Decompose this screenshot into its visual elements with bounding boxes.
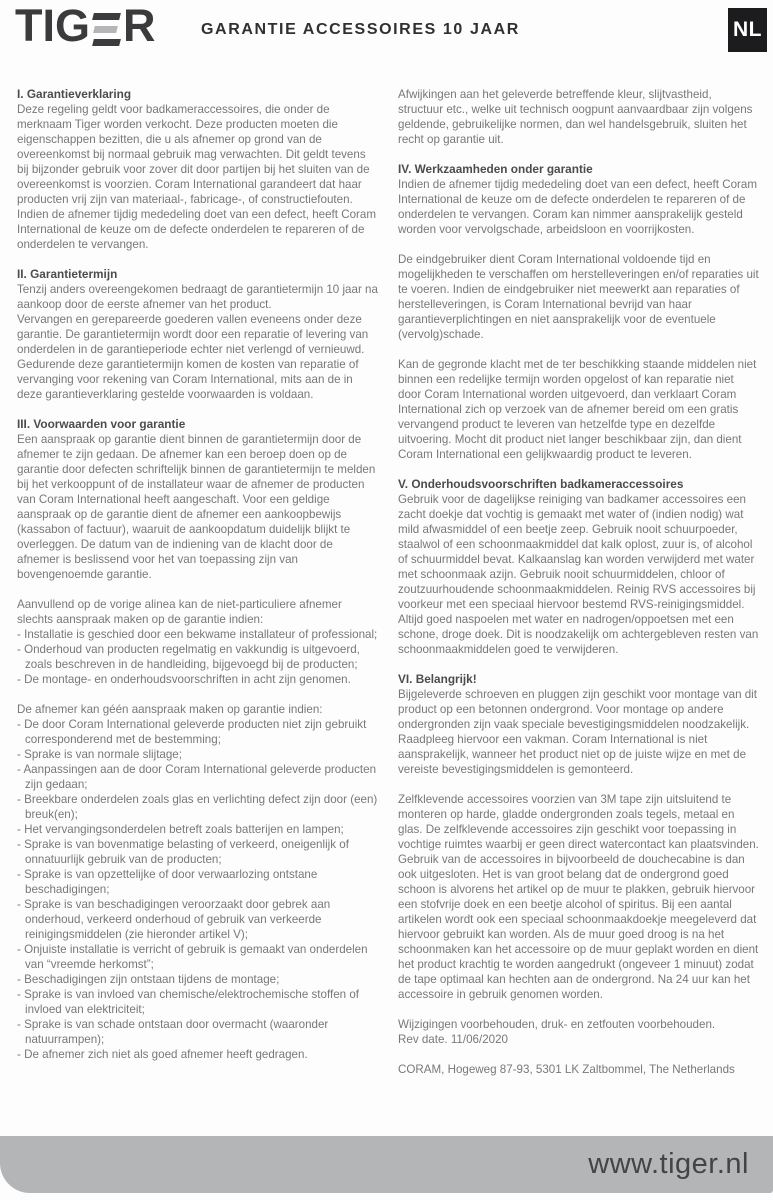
list-item: - Sprake is van normale slijtage;: [17, 747, 378, 762]
list-item: - Sprake is van opzettelijke of door verwaarlozing ontstane beschadigingen;: [17, 867, 378, 897]
right-column: [398, 87, 759, 1077]
section-heading: III. Voorwaarden voor garantie: [17, 417, 186, 431]
paragraph: Kan de gegronde klacht met de ter beschikking staande middelen niet binnen een redelijke termijn worden opgelost of kan reparatie niet door Coram International worden uitgevoerd, dan verklaart Coram International zich op verzoek van de afnemer bereid om een gratis vervangend product te leveren van hetzelfde type en dezelfde uitvoering. Mocht dit product niet langer beschikbaar zijn, dan dient Coram International een gelijkwaardig product te leveren.: [398, 358, 757, 461]
list-item: - Breekbare onderdelen zoals glas en verlichting defect zijn door (een) breuk(en);: [17, 792, 378, 822]
list-item: - De montage- en onderhoudsvoorschriften in acht zijn genomen.: [17, 672, 378, 687]
document-body: [17, 87, 759, 1077]
paragraph: Bijgeleverde schroeven en pluggen zijn geschikt voor montage van dit product op een betonnen ondergrond. Voor montage op andere ondergronden zijn vaak speciale bevestigingsmiddelen noodzakelijk. Raadpleeg hiervoor een vakman. Coram International is niet aansprakelijk, wanneer het product niet op de juiste wijze en met de vereiste bevestigingsmiddelen is gemonteerd.: [398, 688, 757, 776]
section-heading: II. Garantietermijn: [17, 267, 118, 281]
paragraph: Deze regeling geldt voor badkameraccessoires, die onder de merknaam Tiger worden verkocht. Deze producten moeten die eigenschappen bezitten, die u als afnemer op grond van de overeenkomst bij normaal gebruik mag verwachten. Dit geldt tevens bij bijzonder gebruik voor zover dit door partijen bij het sluiten van de overeenkomst is voorzien. Coram International garandeert dat haar producten vrij zijn van materiaal-, fabricage-, of constructiefouten. Indien de afnemer tijdig mededeling doet van een defect, heeft Coram International de keuze om de defecte onderdelen te repareren of de onderdelen te vervangen.: [17, 103, 376, 251]
spacer: [398, 342, 759, 357]
section-heading: VI. Belangrijk!: [398, 672, 477, 686]
paragraph: Wijzigingen voorbehouden, druk- en zetfouten voorbehouden.: [398, 1018, 716, 1031]
spacer: [398, 1047, 759, 1062]
language-badge: NL: [728, 8, 767, 52]
spacer: [398, 657, 759, 672]
list-item: - Installatie is geschied door een bekwame installateur of professional;: [17, 627, 378, 642]
paragraph: Tenzij anders overeengekomen bedraagt de garantietermijn 10 jaar na aankoop door de eerste afnemer van het product.: [17, 283, 378, 311]
spacer: [17, 687, 378, 702]
website-url: www.tiger.nl: [588, 1148, 749, 1180]
paragraph: Aanvullend op de vorige alinea kan de niet-particuliere afnemer slechts aanspraak maken op de garantie indien:: [17, 598, 342, 626]
footer-bar: [0, 1136, 773, 1193]
paragraph: Vervangen en gerepareerde goederen vallen eveneens onder deze garantie. De garantietermijn wordt door een reparatie of levering van onderdelen in de garantieperiode echter niet verlengd of vernieuwd.: [17, 313, 369, 356]
list-item: - Het vervangingsonderdelen betreft zoals batterijen en lampen;: [17, 822, 378, 837]
paragraph: Indien de afnemer tijdig mededeling doet van een defect, heeft Coram International de keuze om de defecte onderdelen te repareren of de onderdelen te vervangen. Coram kan nimmer aansprakelijk gesteld worden voor vervolgschade, arbeidsloon en voorrijkosten.: [398, 178, 757, 236]
conditions-list: [17, 627, 378, 687]
tiger-logo: [15, 0, 156, 51]
spacer: [398, 462, 759, 477]
document-title: GARANTIE ACCESSOIRES 10 JAAR: [201, 21, 520, 38]
paragraph: Rev date. 11/06/2020: [398, 1033, 509, 1046]
conditions-list: [17, 717, 378, 1062]
logo-text-tig: TIG: [15, 0, 90, 51]
spacer: [17, 252, 378, 267]
list-item: - Sprake is van schade ontstaan door overmacht (waaronder natuurrampen);: [17, 1017, 378, 1047]
list-item: - De afnemer zich niet als goed afnemer heeft gedragen.: [17, 1047, 378, 1062]
list-item: - Beschadigingen zijn ontstaan tijdens de montage;: [17, 972, 378, 987]
list-item: - Sprake is van invloed van chemische/elektrochemische stoffen of invloed van elektriciteit;: [17, 987, 378, 1017]
logo-stylized-e-icon: [93, 13, 120, 46]
paragraph: Zelfklevende accessoires voorzien van 3M tape zijn uitsluitend te monteren op harde, gladde ondergronden zoals tegels, metaal en glas. De zelfklevende accessoires zijn geschikt voor toepassing in vochtige ruimtes waarbij er geen direct watercontact kan plaatsvinden. Gebruik van de accessoires in bijvoorbeeld de douchecabine is dan ook uitgesloten. Het is van groot belang dat de ondergrond goed schoon is alvorens het artikel op de muur te plakken, gebruik hiervoor een stofvrije doek en een beetje alcohol of spiritus. Bij een aantal artikelen wordt ook een speciaal schoonmaakdoekje meegeleverd dat hiervoor gebruikt kan worden. Als de muur goed droog is na het schoonmaken kan het accessoire op de muur geplakt worden en dient het product krachtig te worden aangedrukt (ongeveer 1 minuut) zodat de tape optimaal kan hechten aan de ondergrond. Na 24 uur kan het accessoire in gebruik genomen worden.: [398, 793, 759, 1001]
paragraph: Gebruik voor de dagelijkse reiniging van badkamer accessoires een zacht doekje dat vochtig is gemaakt met water of (indien nodig) wat mild afwasmiddel of een beetje zeep. Gebruik nooit schuurpoeder, staalwol of een schoonmaakmiddel dat kalk oplost, zuur is, of alcohol of schuurmiddel bevat. Kalkaanslag kan worden verwijderd met water met schoonmaak azijn. Gebruik nooit schuurmiddelen, chloor of zoutzuurhoudende schoonmaakmiddelen. Reinig RVS accessoires bij voorkeur met een speciaal hiervoor bestemd RVS-reinigingsmiddel. Altijd goed naspoelen met water en nadrogen/oppoetsen met een schone, droge doek. Dit is noodzakelijk om achtergebleven resten van schoonmaakmiddelen goed te verwijderen.: [398, 493, 759, 656]
paragraph: Afwijkingen aan het geleverde betreffende kleur, slijtvastheid, structuur etc., welke uit technisch oogpunt aanvaardbaar zijn volgens geldende, gebruikelijke normen, dan wel handelsgebruik, sluiten het recht op garantie uit.: [398, 88, 753, 146]
paragraph: Een aanspraak op garantie dient binnen de garantietermijn door de afnemer te zijn gedaan. De afnemer kan een beroep doen op de garantie door defecten schriftelijk binnen de garantietermijn te melden bij het verkooppunt of de installateur waar de afnemer de producten van Coram International heeft aangeschaft. Voor een geldige aanspraak op de garantie dient de afnemer een aankoopbewijs (kassabon of factuur), waaruit de aankoopdatum duidelijk blijkt te overleggen. De datum van de indiening van de klacht door de afnemer is beslissend voor het van toepassing zijn van bovengenoemde garantie.: [17, 433, 376, 581]
left-column: [17, 87, 378, 1077]
spacer: [398, 237, 759, 252]
paragraph: CORAM, Hogeweg 87-93, 5301 LK Zaltbommel, The Netherlands: [398, 1063, 735, 1076]
list-item: - Onjuiste installatie is verricht of gebruik is gemaakt van onderdelen van “vreemde herkomst”;: [17, 942, 378, 972]
logo-text-r: R: [123, 0, 156, 51]
section-heading: I. Garantieverklaring: [17, 87, 132, 101]
paragraph: De afnemer kan géén aanspraak maken op garantie indien:: [17, 703, 323, 716]
paragraph: De eindgebruiker dient Coram International voldoende tijd en mogelijkheden te verschaffen om herstelleveringen en/of reparaties uit te voeren. Indien de eindgebruiker niet meewerkt aan reparaties of herstelleveringen, is Coram International bevrijd van haar garantieverplichtingen en niet aansprakelijk voor de eventuele (vervolg)schade.: [398, 253, 759, 341]
section-heading: V. Onderhoudsvoorschriften badkameraccessoires: [398, 477, 684, 491]
list-item: - Onderhoud van producten regelmatig en vakkundig is uitgevoerd, zoals beschreven in de handleiding, bijgevoegd bij de producten;: [17, 642, 378, 672]
paragraph: Gedurende deze garantietermijn komen de kosten van reparatie of vervanging voor rekening van Coram International, mits aan de in deze garantieverklaring gestelde voorwaarden is voldaan.: [17, 358, 359, 401]
list-item: - De door Coram International geleverde producten niet zijn gebruikt corresponderend met de bestemming;: [17, 717, 378, 747]
spacer: [398, 1002, 759, 1017]
list-item: - Sprake is van bovenmatige belasting of verkeerd, oneigenlijk of onnatuurlijk gebruik van de producten;: [17, 837, 378, 867]
section-heading: IV. Werkzaamheden onder garantie: [398, 162, 593, 176]
spacer: [398, 147, 759, 162]
spacer: [398, 777, 759, 792]
spacer: [17, 402, 378, 417]
spacer: [17, 582, 378, 597]
list-item: - Sprake is van beschadigingen veroorzaakt door gebrek aan onderhoud, verkeerd onderhoud of gebruik van verkeerde reinigingsmiddelen (zie hieronder artikel V);: [17, 897, 378, 942]
list-item: - Aanpassingen aan de door Coram International geleverde producten zijn gedaan;: [17, 762, 378, 792]
